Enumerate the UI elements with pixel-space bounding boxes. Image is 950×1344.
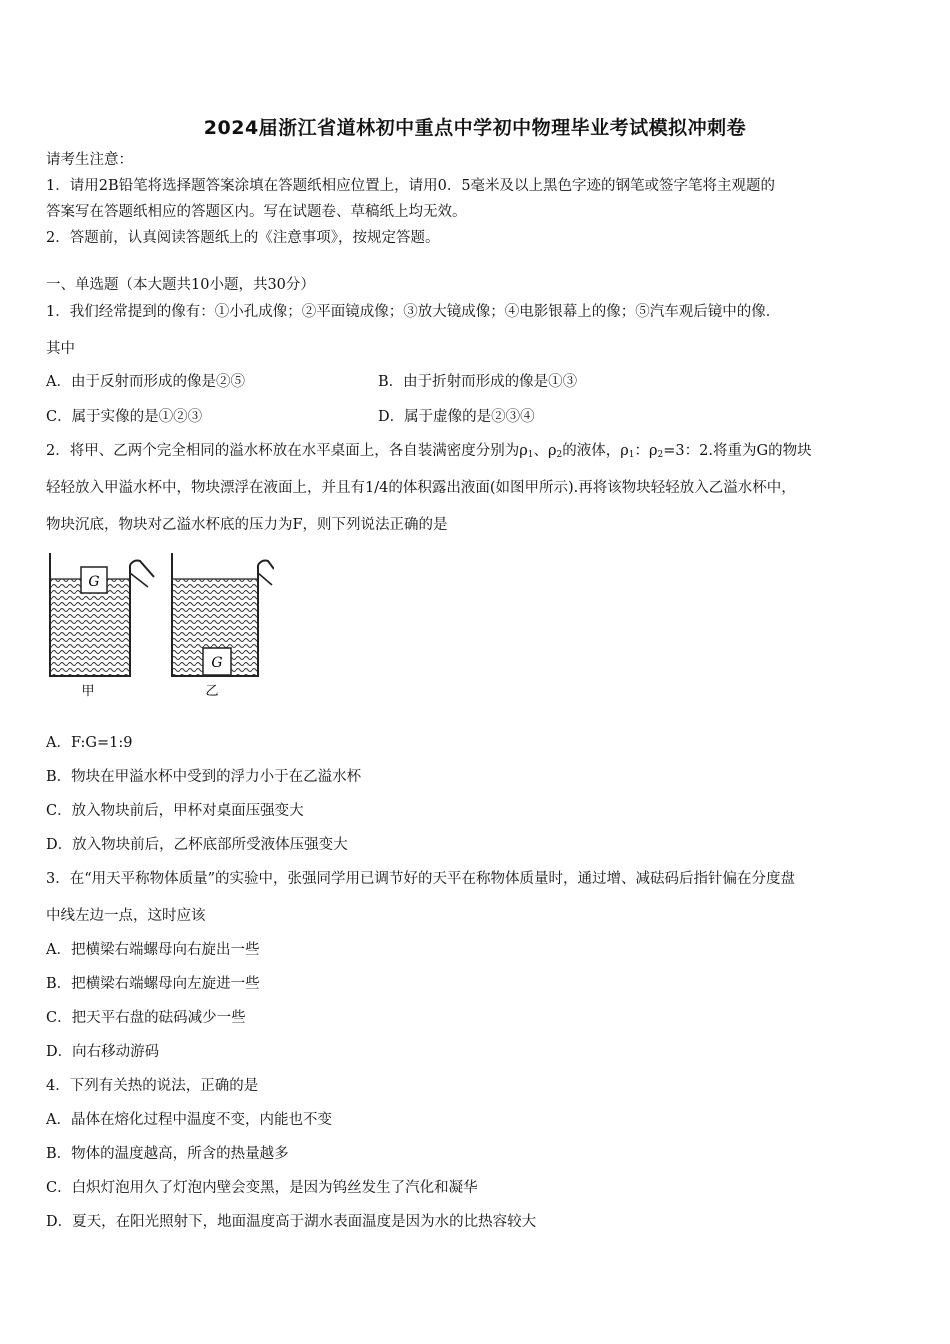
q1-option-a: A．由于反射而形成的像是②⑤ — [46, 374, 245, 390]
notice-item-1-line-1: 1．请用2B铅笔将选择题答案涂填在答题纸相应位置上，请用0．5毫米及以上黑色字迹的钢笔或签字笔将主观题的 — [46, 178, 776, 194]
notice-item-2: 2．答题前，认真阅读答题纸上的《注意事项》，按规定答题。 — [46, 230, 440, 246]
q4-stem: 4．下列有关热的说法，正确的是 — [46, 1078, 259, 1094]
q2-option-a: A．F:G=1:9 — [46, 735, 133, 751]
q1-option-d: D．属于虚像的是②③④ — [378, 409, 535, 425]
q2-stem-line-2: 轻轻放入甲溢水杯中，物块漂浮在液面上，并且有1/4的体积露出液面(如图甲所示).再将该物块轻轻放入乙溢水杯中， — [46, 480, 796, 496]
q1-option-b: B．由于折射而形成的像是①③ — [378, 374, 578, 390]
q1-option-c: C．属于实像的是①②③ — [46, 409, 203, 425]
block-label-jia: G — [88, 574, 100, 590]
q2-stem-line-3: 物块沉底，物块对乙溢水杯底的压力为F，则下列说法正确的是 — [46, 517, 448, 533]
q3-option-d: D．向右移动游码 — [46, 1044, 160, 1060]
cup-yi — [172, 553, 274, 699]
cup-label-jia: 甲 — [81, 684, 95, 699]
q3-stem-line-2: 中线左边一点，这时应该 — [46, 908, 206, 924]
block-label-yi: G — [211, 655, 223, 671]
q2-stem-line-1: 2．将甲、乙两个完全相同的溢水杯放在水平桌面上，各自装满密度分别为$\rho_1$、$\rho_2$的液体，$\rho_1$：$\rho_2=3$：2.将重为G的物块 — [46, 443, 812, 460]
q2-option-d: D．放入物块前后，乙杯底部所受液体压强变大 — [46, 837, 348, 853]
cup-label-yi: 乙 — [205, 684, 219, 699]
q3-option-b: B．把横梁右端螺母向左旋进一些 — [46, 976, 260, 992]
q2-option-b: B．物块在甲溢水杯中受到的浮力小于在乙溢水杯 — [46, 769, 362, 785]
cup-jia — [50, 553, 154, 699]
q3-stem-line-1: 3．在“用天平称物体质量”的实验中，张强同学用已调节好的天平在称物体质量时，通过增、减砝码后指针偏在分度盘 — [46, 871, 796, 887]
q3-option-a: A．把横梁右端螺母向右旋出一些 — [46, 942, 260, 958]
q1-stem-line-1: 1．我们经常提到的像有：①小孔成像；②平面镜成像；③放大镜成像；④电影银幕上的像；⑤汽车观后镜中的像． — [46, 304, 781, 320]
q4-option-d: D．夏天，在阳光照射下，地面温度高于湖水表面温度是因为水的比热容较大 — [46, 1214, 537, 1230]
q3-option-c: C．把天平右盘的砝码减少一些 — [46, 1010, 246, 1026]
section-heading: 一、单选题（本大题共10小题，共30分） — [46, 277, 315, 293]
overflow-cups-figure — [44, 547, 274, 707]
q4-option-c: C．白炽灯泡用久了灯泡内壁会变黑，是因为钨丝发生了汽化和凝华 — [46, 1180, 478, 1196]
q2-option-c: C．放入物块前后，甲杯对桌面压强变大 — [46, 803, 304, 819]
notice-item-1-line-2: 答案写在答题纸相应的答题区内。写在试题卷、草稿纸上均无效。 — [46, 204, 467, 220]
notice-heading: 请考生注意： — [46, 152, 133, 168]
q4-option-b: B．物体的温度越高，所含的热量越多 — [46, 1146, 289, 1162]
page-title: 2024届浙江省道林初中重点中学初中物理毕业考试模拟冲刺卷 — [203, 117, 747, 139]
q4-option-a: A．晶体在熔化过程中温度不变，内能也不变 — [46, 1112, 332, 1128]
q1-stem-line-2: 其中 — [46, 341, 75, 357]
